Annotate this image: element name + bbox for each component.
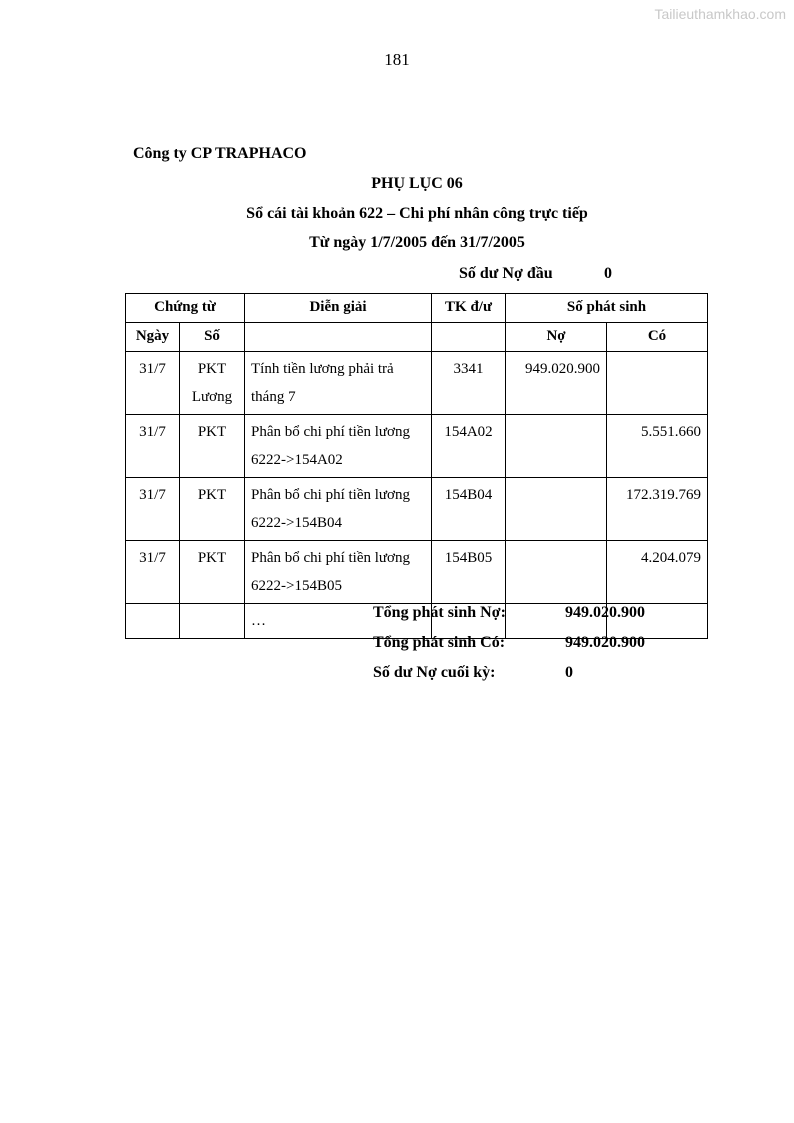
- header-credit: Có: [607, 323, 708, 352]
- row-number: PKT: [180, 478, 245, 541]
- row-debit: [506, 541, 607, 604]
- ledger-table: [125, 293, 708, 639]
- header-date: Ngày: [126, 323, 180, 352]
- row-number: PKT: [180, 415, 245, 478]
- total-debit-value: 949.020.900: [565, 604, 645, 621]
- row-number: PKT: [180, 541, 245, 604]
- row-number: PKT Lương: [180, 352, 245, 415]
- row-date: 31/7: [126, 352, 180, 415]
- row-description: …: [245, 604, 432, 639]
- header-debit: Nợ: [506, 323, 607, 352]
- header-row-2: [126, 323, 708, 352]
- row-account: 154B05: [432, 541, 506, 604]
- row-description: Tính tiền lương phải trả tháng 7: [245, 352, 432, 415]
- header-row-1: [126, 294, 708, 323]
- total-credit-label: Tổng phát sinh Có:: [373, 634, 506, 651]
- row-account: 154A02: [432, 415, 506, 478]
- document-title: PHỤ LỤC 06: [371, 175, 463, 192]
- row-credit: 5.551.660: [607, 415, 708, 478]
- header-description: Diễn giải: [245, 294, 432, 323]
- header-number: Số: [180, 323, 245, 352]
- header-account-blank: [432, 323, 506, 352]
- table-row: [126, 478, 708, 541]
- row-description: Phân bổ chi phí tiền lương 6222->154B04: [245, 478, 432, 541]
- company-name: Công ty CP TRAPHACO: [133, 145, 307, 162]
- total-credit-value: 949.020.900: [565, 634, 645, 651]
- closing-balance-value: 0: [565, 664, 573, 681]
- row-date: [126, 604, 180, 639]
- opening-balance: [459, 265, 612, 283]
- total-debit-label: Tổng phát sinh Nợ:: [373, 604, 506, 621]
- row-number: [180, 604, 245, 639]
- total-credit: [373, 634, 645, 652]
- table-row: [126, 352, 708, 415]
- watermark: Tailieuthamkhao.com: [654, 6, 786, 22]
- header-account: TK đ/ư: [432, 294, 506, 323]
- document-period: Từ ngày 1/7/2005 đến 31/7/2005: [309, 234, 525, 251]
- document-subtitle: Sổ cái tài khoản 622 – Chi phí nhân công trực tiếp: [246, 205, 588, 222]
- row-credit: 4.204.079: [607, 541, 708, 604]
- page-number: 181: [384, 50, 410, 69]
- table-row: [126, 541, 708, 604]
- row-description: Phân bổ chi phí tiền lương 6222->154B05: [245, 541, 432, 604]
- closing-balance-label: Số dư Nợ cuối kỳ:: [373, 664, 496, 681]
- header-voucher: Chứng từ: [126, 294, 245, 323]
- row-account: 3341: [432, 352, 506, 415]
- row-date: 31/7: [126, 541, 180, 604]
- opening-balance-label: Số dư Nợ đầu: [459, 265, 553, 282]
- row-credit: [607, 352, 708, 415]
- row-date: 31/7: [126, 478, 180, 541]
- row-date: 31/7: [126, 415, 180, 478]
- header-amount: Số phát sinh: [506, 294, 708, 323]
- total-debit: [373, 604, 645, 622]
- row-credit: 172.319.769: [607, 478, 708, 541]
- opening-balance-value: 0: [604, 265, 612, 282]
- row-description: Phân bổ chi phí tiền lương 6222->154A02: [245, 415, 432, 478]
- table-row: [126, 415, 708, 478]
- header-description-blank: [245, 323, 432, 352]
- row-debit: 949.020.900: [506, 352, 607, 415]
- closing-balance: [373, 664, 573, 682]
- row-account: 154B04: [432, 478, 506, 541]
- row-debit: [506, 415, 607, 478]
- row-debit: [506, 478, 607, 541]
